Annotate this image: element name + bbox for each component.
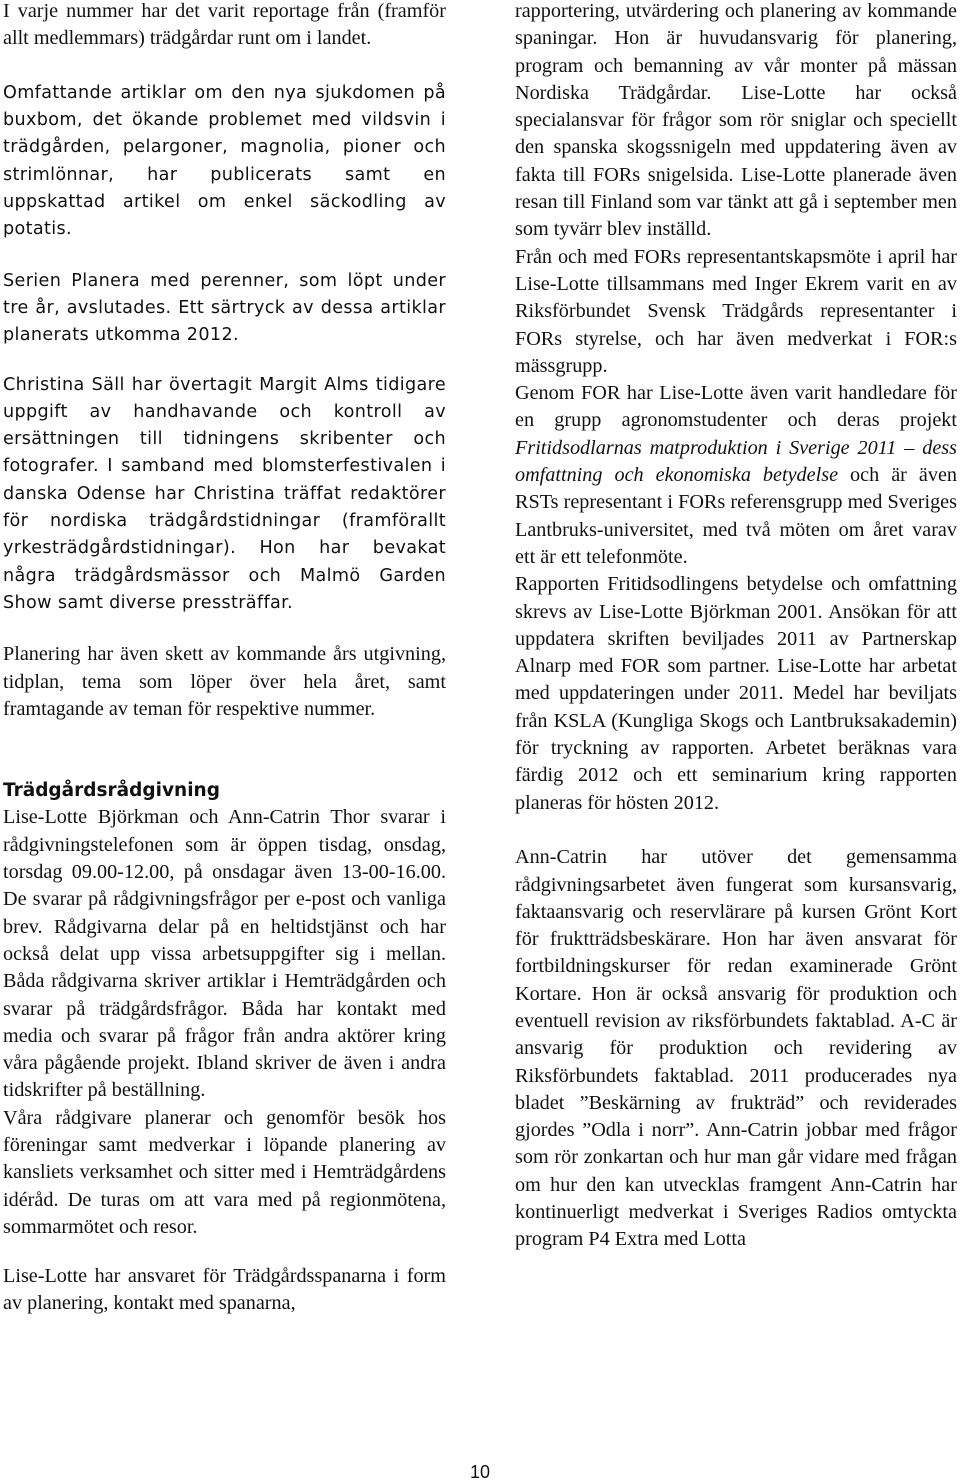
paragraph-garden-reports: I varje nummer har det varit reportage från (framför allt medlemmars) trädgårdar runt om i landet. [3, 0, 446, 50]
paragraph-advisory-phone: Lise-Lotte Björkman och Ann-Catrin Thor svarar i rådgivningstelefonen som är öppen tisdag, onsdag, torsdag 09.00-12.00, på onsdagar även 13-00-16.00. De svarar på rådgivningsfrågor per e-post och vanliga brev. Rådgivarna delar på en heltidstjänst och har också delat upp vissa arbetsuppgifter sig i mellan. Båda rådgivarna skriver artiklar i Hemträdgården och svarar på trädgårdsfrågor. Båda har kontakt med media och svarar på frågor från andra aktörer kring våra pågående projekt. Ibland skriver de även i andra tidskrifter på beställning. [3, 806, 446, 1102]
paragraph-reporting: rapportering, utvärdering och planering av kommande spaningar. Hon är huvudansvarig för planering, program och bemanning av vår monter på mässan Nordiska Trädgårdar. Lise-Lotte har också specialansvar för frågor som rör sniglar och speciellt den spanska skogssnigeln med uppdatering även av fakta till FORs snigelsida. Lise-Lotte planerade även resan till Finland som var tänkt att gå i september men som tyvärr blev inställd. [515, 0, 957, 241]
paragraph-report: Rapporten Fritidsodlingens betydelse och omfattning skrevs av Lise-Lotte Björkman 2001. Ansökan för att uppdatera skriften beviljades 2011 av Partnerskap Alnarp med FOR som partner. Lise-Lotte har arbetat med uppdateringen under 2011. Medel har beviljats från KSLA (Kungliga Skogs och Lantbruksakademin) för tryckning av rapporten. Arbetet beräknas vara färdig 2012 och ett seminarium kring rapporten planeras för hösten 2012. [515, 573, 957, 814]
paragraph-student-project [515, 380, 957, 571]
page-number: 10 [469, 1462, 491, 1482]
paragraph-ann-catrin: Ann-Catrin har utöver det gemensamma rådgivningsarbetet även fungerat som kursansvarig, faktaansvarig och reservlärare på kursen Grönt Kort för fruktträdsbeskärare. Hon har även ansvarat för fortbildningskurser för redan examinerade Grönt Kortare. Hon är också ansvarig för produktion och eventuell revision av riksförbundets faktablad. A-C är ansvarig för produktion och revidering av Riksförbundets faktablad. 2011 producerades nya bladet ”Beskärning av frukträd” och reviderades gjordes ”Odla i norr”. Ann-Catrin jobbar med frågor som rör zonkartan och hur man går vidare med frågan om hur den kan utvecklas framgent Ann-Catrin har kontinuerligt medverkat i Sveriges Radios omtyckta program P4 Extra med Lotta [515, 846, 957, 1251]
right-column [515, 0, 957, 1254]
spacer [3, 244, 446, 268]
spacer [3, 350, 446, 372]
spacer [3, 53, 446, 80]
project-title: Fritidsodlarnas matproduktion i Sverige 2011 – dess omfattning och ekonomiska betydelse [515, 436, 957, 487]
spacer [3, 1241, 446, 1263]
paragraph-advisors-visits: Våra rådgivare planerar och genomför besök hos föreningar samt medverkar i löpande planering av kansliets verksamhet och sitter med i Hemträdgårdens idéråd. De turas om att vara med på regionmötena, sommarmötet och resor. [3, 1106, 446, 1238]
spacer [3, 723, 446, 777]
paragraph-articles: Omfattande artiklar om den nya sjukdomen på buxbom, det ökande problemet med vildsvin i trädgården, pelargoner, magnolia, pioner och strimlönnar, har publicerats samt en uppskattad artikel om enkel säckodling av potatis. [3, 82, 446, 240]
section-heading: Trädgårdsrådgivning [3, 780, 220, 802]
paragraph-perennials-series: Serien Planera med perenner, som löpt under tre år, avslutades. Ett särtryck av dessa artiklar planerats utkomma 2012. [3, 270, 446, 346]
text-run: Genom FOR har Lise-Lotte även varit handledare för en grupp agronomstudenter och deras projekt [515, 382, 957, 432]
left-column [3, 0, 446, 1318]
spacer [3, 617, 446, 641]
text-run: och är även RSTs representant i FORs referensgrupp med Sveriges Lantbruks-universitet, med två möten om året varav ett är ett telefonmöte. [515, 464, 957, 568]
spacer [515, 817, 957, 844]
paragraph-garden-spotters: Lise-Lotte har ansvaret för Trädgårdsspanarna i form av planering, kontakt med spanarna, [3, 1265, 446, 1315]
paragraph-christina: Christina Säll har övertagit Margit Alms tidigare uppgift av handhavande och kontroll av ersättningen till tidningens skribenter och fotografer. I samband med blomsterfestivalen i danska Odense har Christina träffat redaktörer för nordiska trädgårdstidningar (framförallt yrkesträdgårdstidningar). Hon har bevakat några trädgårdsmässor och Malmö Garden Show samt diverse pressträffar. [3, 374, 446, 613]
paragraph-for-board: Från och med FORs representantskapsmöte i april har Lise-Lotte tillsammans med Inger Ekrem varit en av Riksförbundet Svensk Trädgårds representanter i FORs styrelse, och har även medverkat i FOR:s mässgrupp. [515, 245, 957, 377]
paragraph-planning: Planering har även skett av kommande års utgivning, tidplan, tema som löper över hela året, samt framtagande av teman för respektive nummer. [3, 643, 446, 720]
